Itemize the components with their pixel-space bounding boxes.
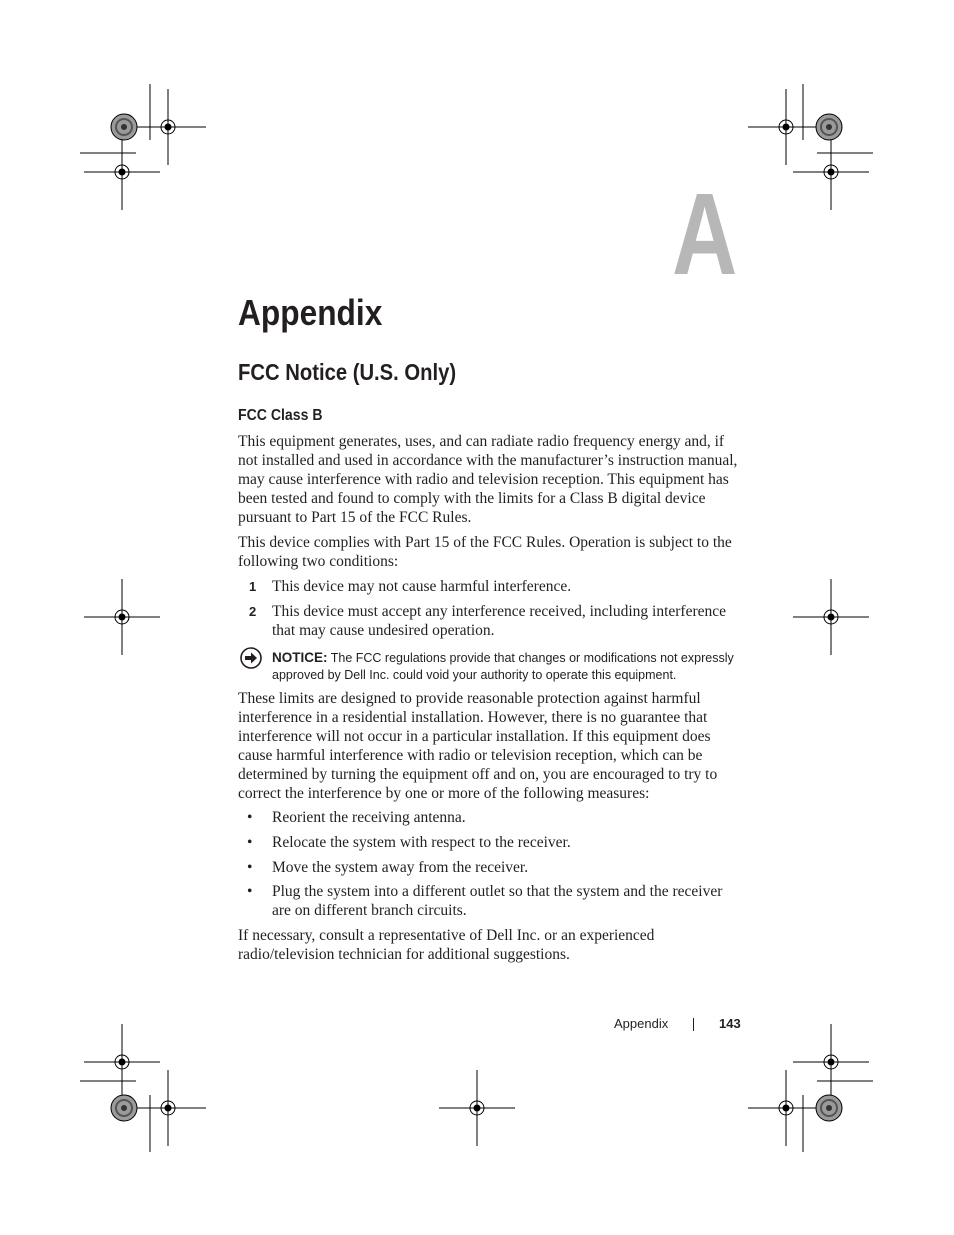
list-bullet: • (247, 834, 253, 851)
footer-divider (693, 1018, 694, 1031)
list-number: 2 (249, 604, 257, 619)
section-title: FCC Notice (U.S. Only) (238, 359, 457, 385)
registration-target-icon (793, 134, 869, 210)
list-bullet: • (247, 809, 253, 826)
starburst-target-icon (816, 1095, 842, 1121)
list-number: 1 (249, 579, 257, 594)
list-item-text: Plug the system into a different outlet so that the system and the receiver are on different branch circuits. (272, 883, 723, 919)
registration-target-icon (84, 134, 160, 210)
page-number: 143 (719, 1016, 741, 1031)
chapter-letter: A (672, 169, 738, 299)
paragraph-limits: These limits are designed to provide reasonable protection against harmful interference in a residential installation. However, there is no guarantee that interference will not occur in a particular installation. If this equipment does cause harmful interference with radio or television reception, which can be determined by turning the equipment off and on, you are encouraged to try to correct the interference by one or more of the following measures: (238, 690, 718, 802)
chapter-title: Appendix (238, 292, 383, 333)
list-bullet: • (247, 883, 253, 900)
starburst-target-icon (816, 114, 842, 140)
list-item-text: Reorient the receiving antenna. (272, 809, 466, 826)
registration-target-icon (748, 89, 824, 165)
notice-text-block (272, 649, 747, 684)
footer-section-label: Appendix (614, 1016, 669, 1031)
notice-arrow-icon (240, 647, 262, 669)
list-item-text: This device must accept any interference received, including interference that may cause undesired operation. (272, 603, 727, 639)
registration-target-icon (793, 1024, 869, 1100)
paragraph-closing: If necessary, consult a representative of Dell Inc. or an experienced radio/television technician for additional suggestions. (238, 927, 655, 963)
list-item-text: Relocate the system with respect to the receiver. (272, 834, 571, 851)
list-bullet: • (247, 859, 253, 876)
starburst-target-icon (111, 1095, 137, 1121)
paragraph-intro: This equipment generates, uses, and can radiate radio frequency energy and, if not installed and used in accordance with the manufacturer’s instruction manual, may cause interference with radio and television reception. This equipment has been tested and found to comply with the limits for a Class B digital device pursuant to Part 15 of the FCC Rules. (238, 433, 738, 526)
subsection-title: FCC Class B (238, 407, 323, 424)
registration-target-icon (130, 89, 206, 165)
notice-label: NOTICE: (272, 650, 328, 665)
list-item-text: Move the system away from the receiver. (272, 859, 529, 876)
registration-target-icon (748, 1070, 824, 1146)
notice-text: The FCC regulations provide that changes or modifications not expressly approved by Dell Inc. could void your authority to operate this equipment. (272, 651, 734, 682)
registration-target-icon (439, 1070, 515, 1146)
registration-target-icon (793, 579, 869, 655)
starburst-target-icon (111, 114, 137, 140)
paragraph-compliance: This device complies with Part 15 of the FCC Rules. Operation is subject to the following two conditions: (238, 534, 732, 570)
registration-target-icon (84, 579, 160, 655)
list-item-text: This device may not cause harmful interference. (272, 578, 572, 595)
registration-target-icon (130, 1070, 206, 1146)
registration-target-icon (84, 1024, 160, 1100)
